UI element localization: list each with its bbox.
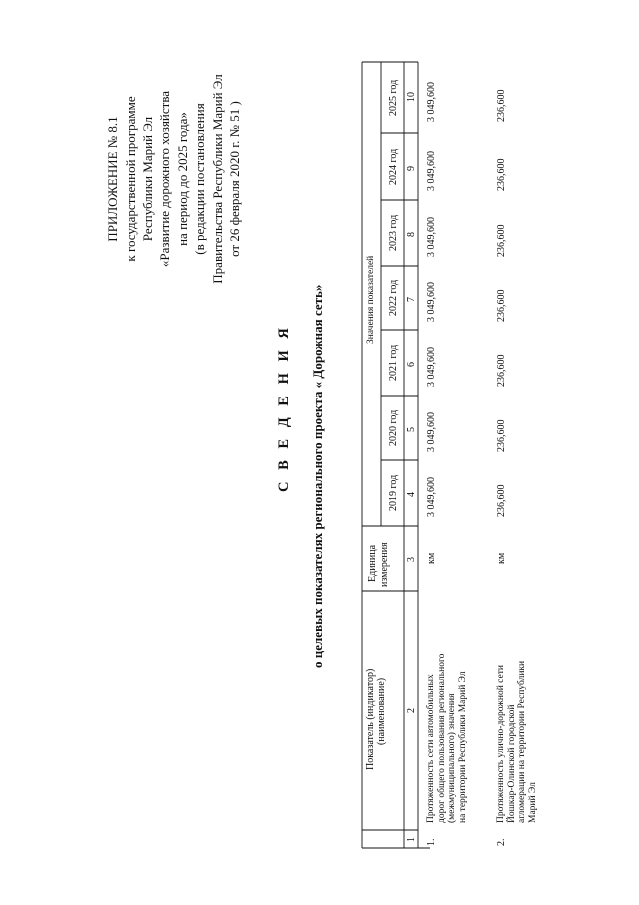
row-indicator-line: агломерации на территории Республики: [517, 660, 527, 823]
row-unit: км: [426, 552, 437, 564]
col-number: 1: [406, 837, 417, 842]
row-value: 3 049,600: [426, 217, 437, 257]
header-unit: Единица: [367, 544, 378, 582]
appendix-line: ПРИЛОЖЕНИЕ № 8.1: [105, 116, 120, 242]
header-year: 2022 год: [388, 279, 399, 316]
appendix-line: (в редакции постановления: [192, 103, 207, 255]
row-number: 1.: [426, 838, 437, 846]
row-value: 3 049,600: [426, 347, 437, 387]
row-value: 3 049,600: [426, 412, 437, 452]
header-indicator: (наименование): [376, 677, 387, 745]
col-number: 7: [406, 297, 417, 302]
row-indicator-line: Йошкар-Олинской городской: [506, 704, 517, 823]
row-value: 3 049,600: [426, 150, 437, 191]
col-number: 8: [406, 232, 417, 237]
header-indicator: Показатель (индикатор): [365, 668, 376, 770]
row-value: 236,600: [496, 224, 507, 257]
row-value: 236,600: [496, 484, 507, 517]
col-number: 5: [406, 427, 417, 432]
header-year: 2019 год: [388, 474, 399, 511]
row-value: 236,600: [496, 158, 507, 191]
row-indicator-line: Марий Эл: [527, 782, 538, 823]
appendix-line: от 26 февраля 2020 г. № 51 ): [227, 101, 242, 257]
row-indicator-line: Протяженность сети автомобильных: [426, 674, 436, 823]
row-indicator-line: (межмуниципального) значения: [447, 693, 457, 823]
row-value: 3 049,600: [426, 282, 437, 322]
col-number: 6: [406, 362, 417, 367]
appendix-line: «Развитие дорожного хозяйства: [157, 90, 172, 268]
appendix-line: к государственной программе: [123, 96, 138, 262]
appendix-line: Правительства Республики Марий Эл: [210, 74, 225, 284]
header-year: 2020 год: [388, 409, 399, 446]
header-year: 2024 год: [388, 148, 399, 185]
row-value: 236,600: [496, 89, 507, 122]
row-value: 236,600: [496, 354, 507, 387]
col-number: 10: [406, 91, 417, 102]
col-number: 9: [406, 165, 417, 171]
header-year: 2021 год: [388, 344, 399, 381]
row-indicator-line: на территории Республики Марий Эл: [457, 671, 468, 823]
appendix-line: на период до 2025 года»: [175, 112, 190, 246]
row-value: 236,600: [496, 289, 507, 322]
document-subtitle: о целевых показателях регионального проекта « Дорожная сеть»: [310, 284, 325, 668]
row-indicator-line: дорог общего пользования регионального: [436, 653, 447, 823]
col-number: 3: [406, 557, 417, 562]
col-number: 2: [406, 708, 417, 713]
header-unit: измерения: [379, 542, 390, 587]
document-title: С В Е Д Е Н И Я: [276, 324, 292, 492]
col-number: 4: [406, 492, 417, 497]
row-unit: км: [496, 552, 507, 564]
header-year: 2025 год: [388, 79, 399, 116]
row-indicator-line: Протяженность улично-дорожной сети: [496, 665, 506, 823]
row-value: 236,600: [496, 419, 507, 452]
row-number: 2.: [496, 838, 507, 846]
header-year: 2023 год: [388, 214, 399, 251]
row-value: 3 049,600: [426, 477, 437, 517]
row-value: 3 049,600: [426, 81, 437, 122]
appendix-line: Республики Марий Эл: [140, 116, 155, 242]
header-values-group: Значения показателей: [366, 255, 376, 344]
